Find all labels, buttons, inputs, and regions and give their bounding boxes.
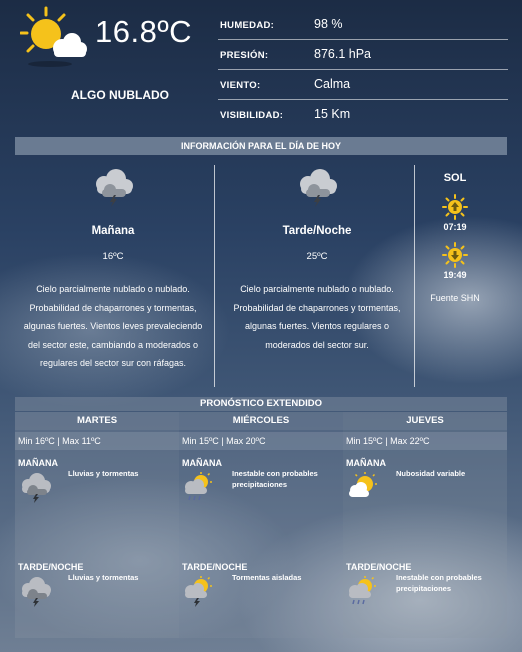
sun-panel <box>418 172 492 303</box>
partly-cloudy-sun-icon <box>20 6 88 68</box>
stat-value: 15 Km <box>314 107 351 121</box>
period-title: Mañana <box>91 225 135 237</box>
divider <box>414 165 415 387</box>
today-morning <box>18 162 208 373</box>
partly-cloudy-sun-icon <box>345 472 381 504</box>
stat-value: Calma <box>314 77 351 91</box>
forecast-morning <box>15 458 179 558</box>
stat-wind <box>218 70 508 100</box>
day-minmax: Min 15ºC | Max 22ºC <box>343 432 507 450</box>
forecast-evening <box>15 562 179 638</box>
forecast-evening <box>343 562 507 638</box>
extended-header: PRONÓSTICO EXTENDIDO <box>15 397 507 411</box>
stat-label: VISIBILIDAD: <box>220 110 284 121</box>
forecast-day-miercoles <box>179 412 343 638</box>
stat-label: VIENTO: <box>220 80 261 91</box>
part-text: Lluvias y tormentas <box>68 573 139 582</box>
stat-humidity <box>218 10 508 40</box>
divider <box>214 165 215 387</box>
stat-visibility <box>218 100 508 129</box>
storm-cloud-icon <box>90 168 136 208</box>
sun-rain-cloud-icon <box>181 472 217 504</box>
sunset-icon <box>442 242 468 268</box>
period-text: Cielo parcialmente nublado o nublado. Probabilidad de chaparrones y tormentas, algunas fuertes. Vientos leves prevaleciendo del sector este, cambiando a moderados o regulares del sector sur con ráfagas. <box>23 284 203 368</box>
period-temperature: 16ºC <box>102 251 124 262</box>
sun-rain-cloud-icon <box>345 576 381 608</box>
stat-label: PRESIÓN: <box>220 50 269 61</box>
day-name: JUEVES <box>343 412 507 430</box>
stat-value: 876.1 hPa <box>314 47 371 61</box>
today-evening <box>222 162 412 354</box>
forecast-day-martes <box>15 412 179 638</box>
current-temperature: 16.8ºC <box>95 14 193 49</box>
sunrise-icon <box>442 194 468 220</box>
part-text: Nubosidad variable <box>396 469 466 478</box>
day-minmax: Min 15ºC | Max 20ºC <box>179 432 343 450</box>
part-label: TARDE/NOCHE <box>18 562 84 572</box>
today-header: INFORMACIÓN PARA EL DÍA DE HOY <box>15 137 507 155</box>
part-label: TARDE/NOCHE <box>182 562 248 572</box>
storm-cloud-icon <box>294 168 340 208</box>
storm-cloud-icon <box>17 576 53 608</box>
period-title: Tarde/Noche <box>282 225 352 237</box>
period-text: Cielo parcialmente nublado o nublado. Probabilidad de chaparrones y tormentas, algunas fuertes. Vientos regulares o moderados del sector sur. <box>233 284 401 350</box>
stat-label: HUMEDAD: <box>220 20 275 31</box>
storm-cloud-icon <box>17 472 53 504</box>
part-label: MAÑANA <box>346 458 386 468</box>
part-text: Inestable con probables precipitaciones <box>396 573 482 593</box>
day-minmax: Min 16ºC | Max 11ºC <box>15 432 179 450</box>
current-stats <box>218 10 508 129</box>
day-name: MIÉRCOLES <box>179 412 343 430</box>
sunrise-time: 07:19 <box>443 222 467 232</box>
stat-value: 98 % <box>314 17 343 31</box>
part-text: Inestable con probables precipitaciones <box>232 469 318 489</box>
day-name: MARTES <box>15 412 179 430</box>
sun-source: Fuente SHN <box>430 293 480 303</box>
current-description: ALGO NUBLADO <box>71 88 169 102</box>
part-label: MAÑANA <box>182 458 222 468</box>
sun-title: SOL <box>443 172 467 184</box>
part-text: Tormentas aisladas <box>232 573 302 582</box>
period-temperature: 25ºC <box>306 251 328 262</box>
part-text: Lluvias y tormentas <box>68 469 139 478</box>
sunset-time: 19:49 <box>443 270 467 280</box>
part-label: TARDE/NOCHE <box>346 562 412 572</box>
forecast-morning <box>343 458 507 558</box>
forecast-evening <box>179 562 343 638</box>
stat-pressure <box>218 40 508 70</box>
forecast-morning <box>179 458 343 558</box>
sun-storm-cloud-icon <box>181 576 217 608</box>
forecast-day-jueves <box>343 412 507 638</box>
part-label: MAÑANA <box>18 458 58 468</box>
